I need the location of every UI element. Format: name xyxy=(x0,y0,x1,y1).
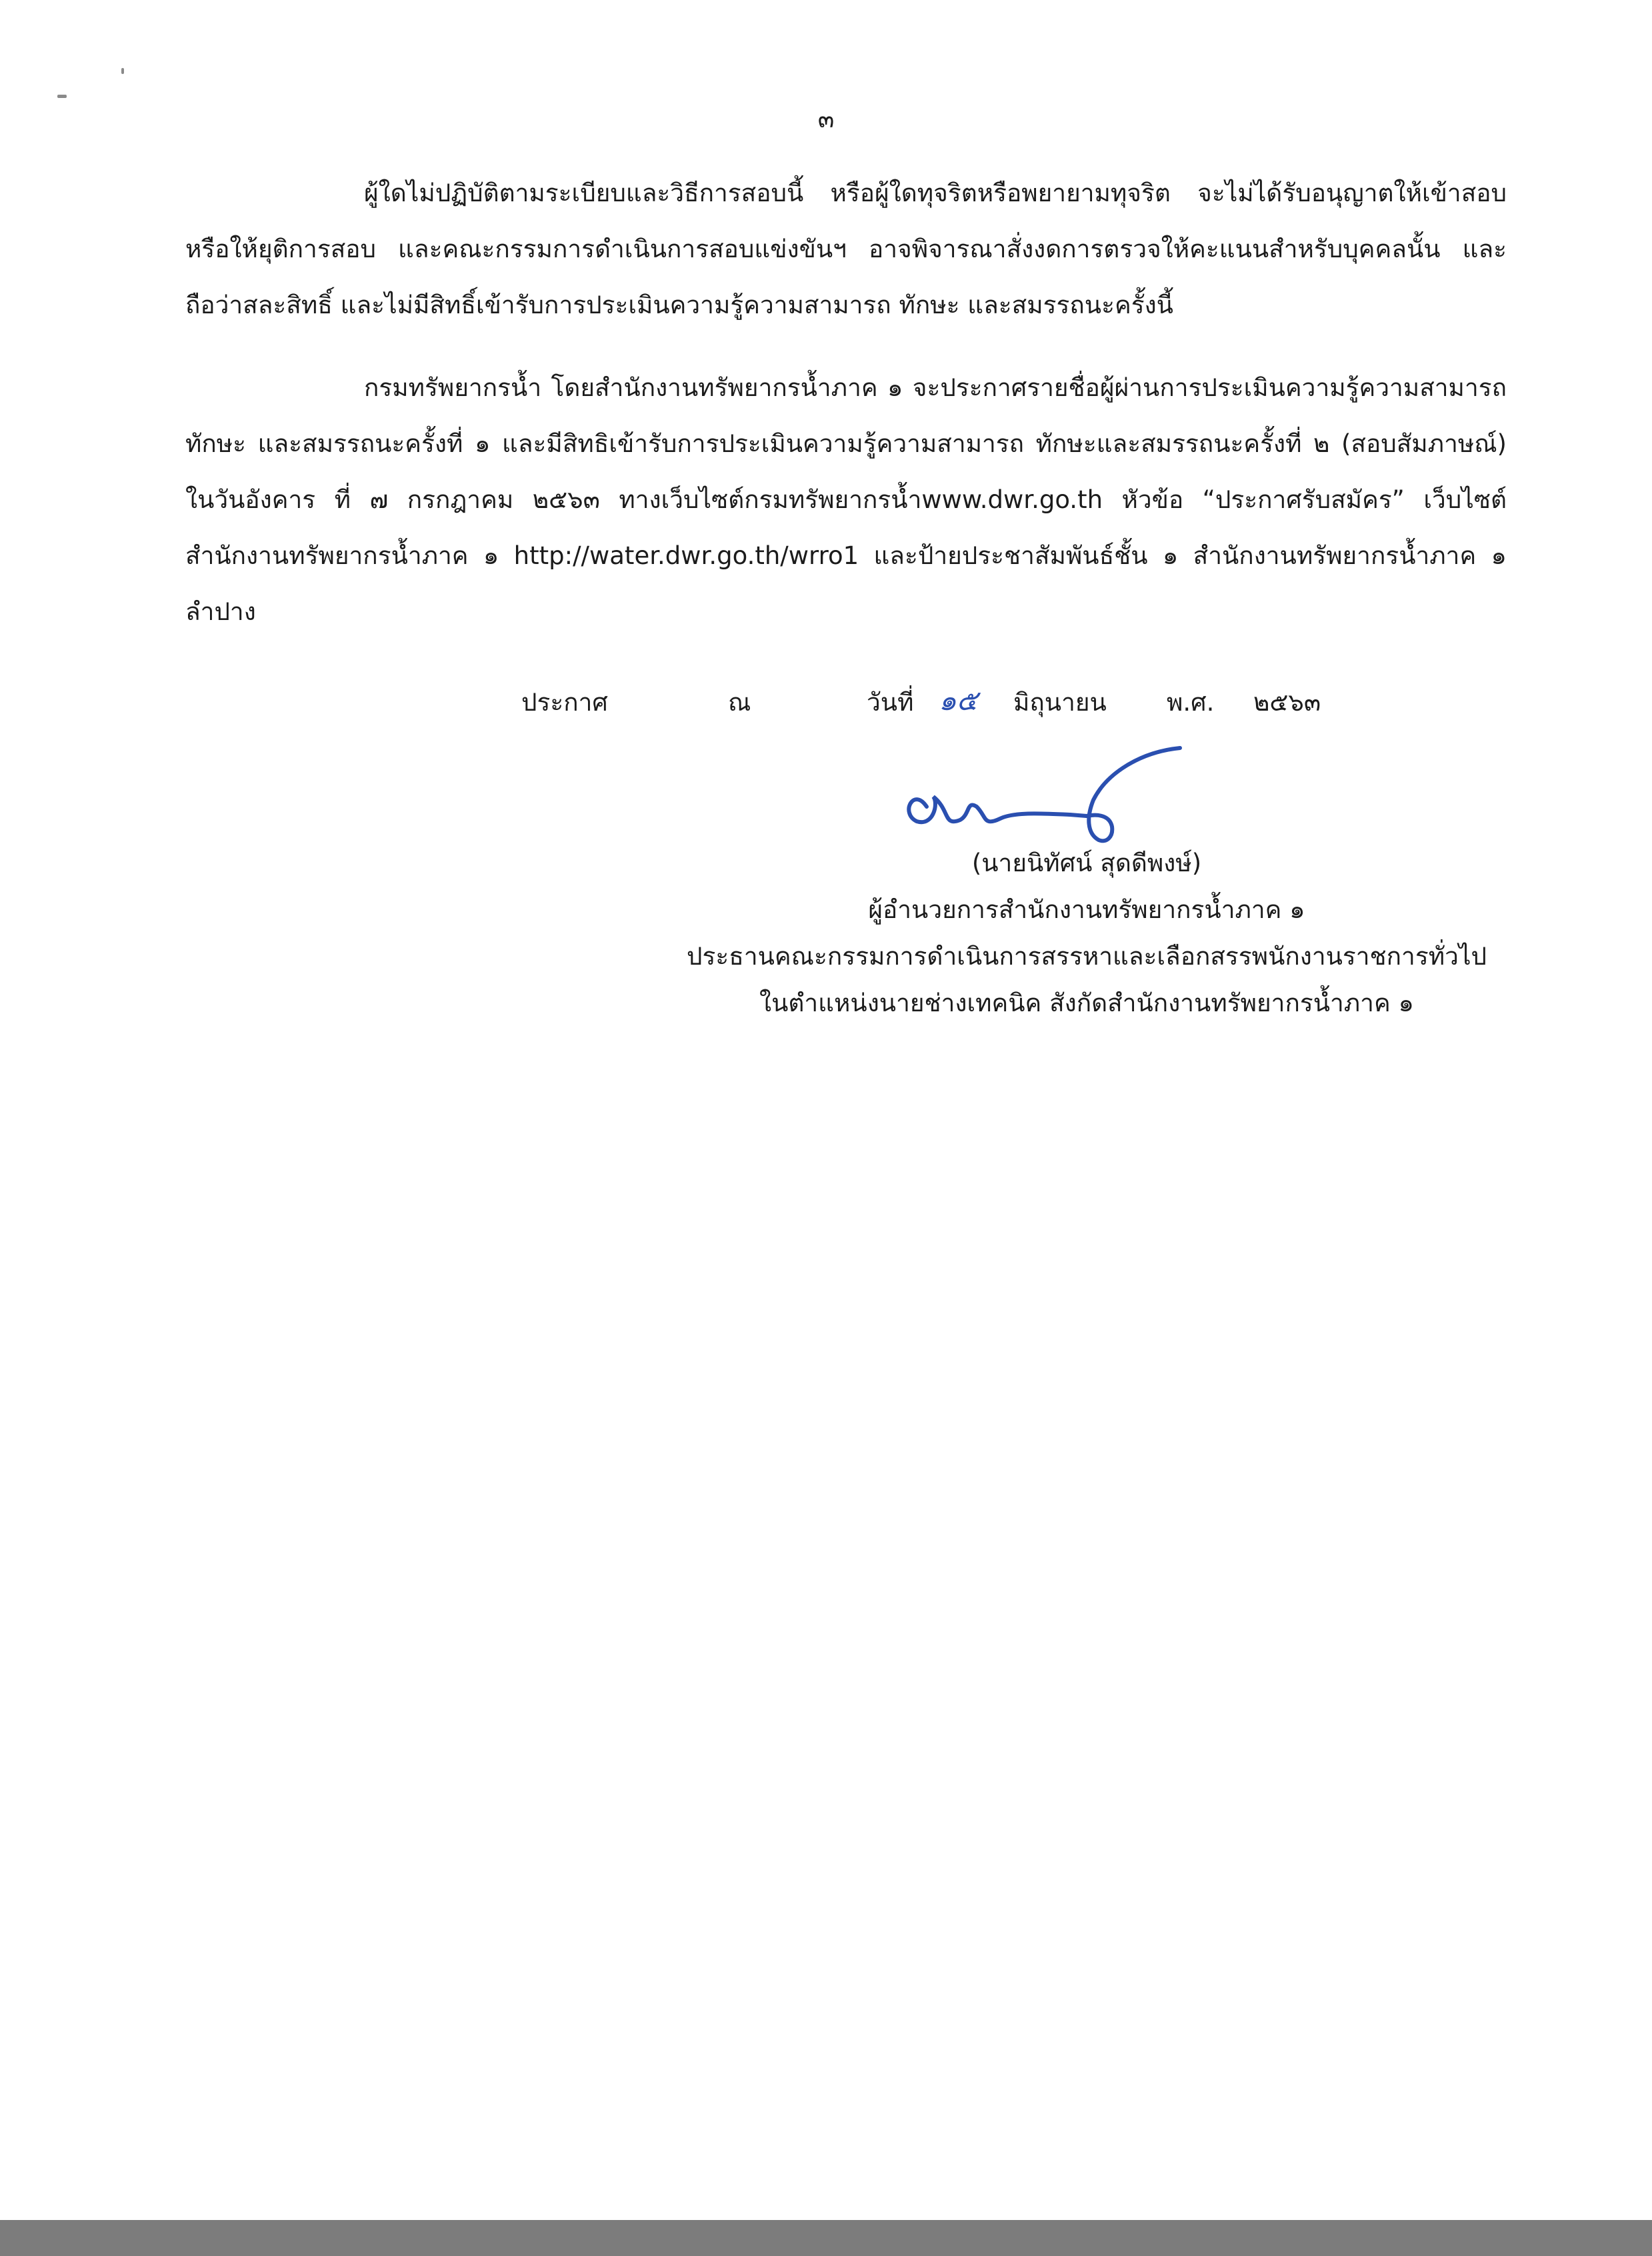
handwritten-signature xyxy=(887,733,1193,853)
year-value: ๒๕๖๓ xyxy=(1253,688,1321,717)
month-value: มิถุนายน xyxy=(1013,688,1107,717)
announce-at: ณ xyxy=(728,688,751,717)
paragraph-announcement xyxy=(185,360,1507,640)
era-label: พ.ศ. xyxy=(1167,688,1215,717)
day-value: ๑๕ xyxy=(939,684,978,717)
scan-bottom-edge xyxy=(0,2220,1652,2256)
announcement-date-line xyxy=(0,673,1652,727)
day-label: วันที่ xyxy=(867,688,914,717)
signatory-title: ผู้อำนวยการสำนักงานทรัพยากรน้ำภาค ๑ xyxy=(868,895,1305,924)
signatory-name: (นายนิทัศน์ สุดดีพงษ์) xyxy=(971,849,1202,877)
announce-label: ประกาศ xyxy=(521,688,608,717)
paragraph-disqualification xyxy=(185,165,1507,333)
position-title: ในตำแหน่งนายช่างเทคนิค สังกัดสำนักงานทรัพยากรน้ำภาค ๑ xyxy=(759,989,1414,1017)
signatory-block xyxy=(533,840,1640,1027)
committee-title: ประธานคณะกรรมการดำเนินการสรรหาและเลือกสรรพนักงานราชการทั่วไป xyxy=(687,942,1487,971)
paragraph-text: ผู้ใดไม่ปฏิบัติตามระเบียบและวิธีการสอบนี้ หรือผู้ใดทุจริตหรือพยายามทุจริต จะไม่ได้รับอนุญาตให้เข้าสอบ หรือให้ยุติการสอบ และคณะกรรมการดำเนินการสอบแข่งขันฯ อาจพิจารณาสั่งงดการตรวจให้คะแนนสำหรับบุคคลนั้น และถือว่าสละสิทธิ์ และไม่มีสิทธิ์เข้ารับการประเมินความรู้ความสามารถ ทักษะ และสมรรถนะครั้งนี้ xyxy=(185,179,1507,319)
scan-speck xyxy=(121,68,124,74)
page-number: ๓ xyxy=(817,106,835,133)
paragraph-text: กรมทรัพยากรน้ำ โดยสำนักงานทรัพยากรน้ำภาค ๑ จะประกาศรายชื่อผู้ผ่านการประเมินความรู้ความสามารถ ทักษะ และสมรรถนะครั้งที่ ๑ และมีสิทธิเข้ารับการประเมินความรู้ความสามารถ ทักษะและสมรรถนะครั้งที่ ๒ (สอบสัมภาษณ์) ในวันอังคาร ที่ ๗ กรกฎาคม ๒๕๖๓ ทางเว็บไซต์กรมทรัพยากรน้ำwww.dwr.go.th หัวข้อ “ประกาศรับสมัคร” เว็บไซต์สำนักงานทรัพยากรน้ำภาค ๑ http://water.dwr.go.th/wrro1 และป้ายประชาสัมพันธ์ชั้น ๑ สำนักงานทรัพยากรน้ำภาค ๑ ลำปาง xyxy=(185,373,1507,626)
scan-speck xyxy=(57,95,67,98)
